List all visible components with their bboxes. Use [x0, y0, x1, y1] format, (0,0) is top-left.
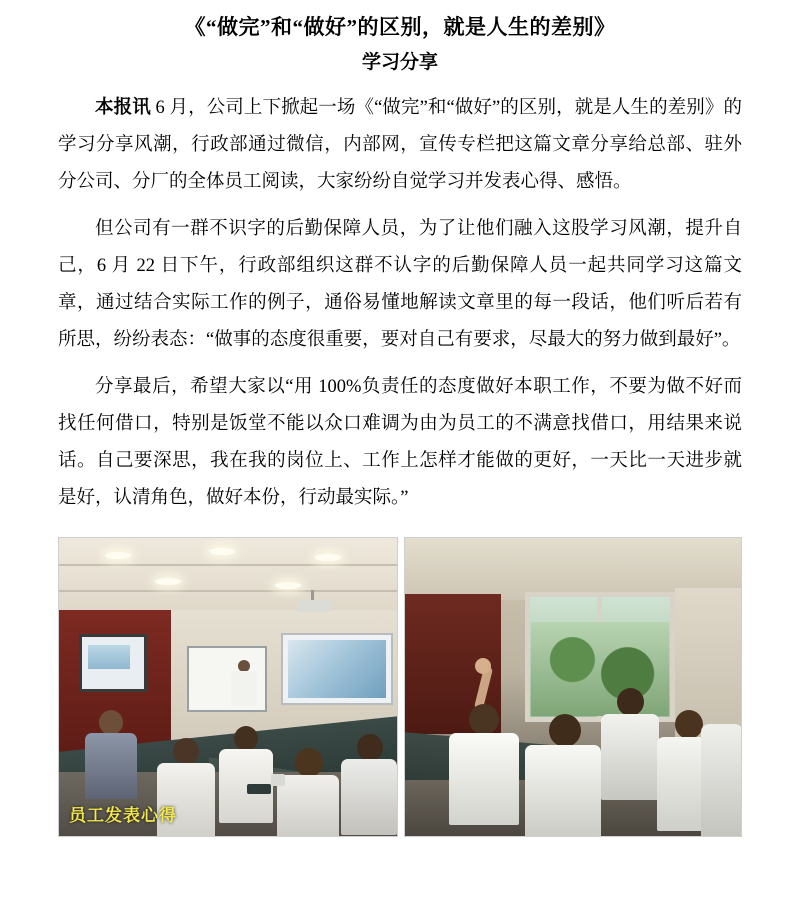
person-seated-right: [341, 734, 397, 834]
paper-sheet: [271, 774, 285, 786]
person-head: [469, 704, 499, 735]
page-subtitle: 学习分享: [361, 52, 438, 74]
ceiling-light: [315, 554, 341, 561]
projection-screen: [281, 633, 393, 705]
raised-hand: [475, 658, 491, 674]
person-head: [173, 738, 199, 765]
ceiling-line: [59, 564, 397, 566]
wall-picture-frame: [79, 634, 147, 692]
projection-image: [288, 640, 386, 698]
paragraph-3-text: 分享最后，希望大家以“用 100%负责任的态度做好本职工作，不要为做不好而找任何借口，特别是饭堂不能以众口难调为由为员工的不满意找借口，用结果来说话。自己要深思，我在我的岗位上、工作上怎样才能做的更好，一天比一天进步就是好，认清角色，做好本份，行动最实际。”: [58, 376, 742, 508]
person-body: [341, 759, 397, 835]
ceiling-light: [155, 578, 181, 585]
person-seated-foreground: [277, 748, 339, 837]
ceiling-light: [275, 582, 301, 589]
notebook: [247, 784, 271, 794]
person-head: [234, 726, 258, 751]
photo-left-scene: [59, 538, 397, 836]
person-partial-edge: [701, 724, 742, 837]
photo-right-scene: [405, 538, 741, 836]
person-body: [277, 775, 339, 837]
paragraph-1-lead-in: 本报讯: [95, 97, 151, 118]
person-raising-hand: [449, 704, 519, 824]
page-title: 《“做完”和“做好”的区别，就是人生的差别》: [184, 15, 616, 39]
person-head: [295, 748, 323, 777]
person-head: [357, 734, 383, 761]
person-seated-uniform: [85, 710, 137, 798]
person-head: [99, 710, 123, 735]
ceiling-line: [59, 590, 397, 592]
person-head: [549, 714, 581, 747]
paragraph-1-text: 6 月，公司上下掀起一场《“做完”和“做好”的区别，就是人生的差别》的学习分享风潮，行政部通过微信，内部网，宣传专栏把这篇文章分享给总部、驻外分公司、分厂的全体员工阅读，大家纷纷自觉学习并发表心得、感悟。: [58, 97, 742, 192]
ceiling-light: [209, 548, 235, 555]
projector: [297, 600, 331, 612]
person-body: [449, 733, 519, 825]
photo-employees-raising-hand: [404, 537, 742, 837]
paragraph-3: [58, 369, 742, 517]
photo-meeting-room-presentation: [58, 537, 398, 837]
ceiling-light: [105, 552, 131, 559]
speaker-person: [231, 660, 257, 706]
person-seated-center: [525, 714, 601, 837]
paragraph-1: [58, 90, 742, 201]
person-body: [231, 671, 257, 706]
person-seated-back-row: [601, 688, 659, 798]
person-head: [617, 688, 644, 716]
person-seated-white-shirt: [219, 726, 273, 822]
person-body: [601, 714, 659, 800]
paragraph-2-text: 但公司有一群不识字的后勤保障人员，为了让他们融入这股学习风潮，提升自己，6 月 22 日下午，行政部组织这群不认字的后勤保障人员一起共同学习这篇文章，通过结合实际工作的例子，通俗易懂地解读文章里的每一段话，他们听后若有所思，纷纷表态：“做事的态度很重要，要对自己有要求，尽最大的努力做到最好”。: [58, 218, 742, 350]
person-body: [85, 733, 137, 799]
photo-caption: 员工发表心得: [69, 805, 177, 825]
paragraph-2: [58, 211, 742, 359]
person-head: [675, 710, 703, 739]
person-body: [525, 745, 601, 837]
photo-row: [58, 537, 742, 837]
